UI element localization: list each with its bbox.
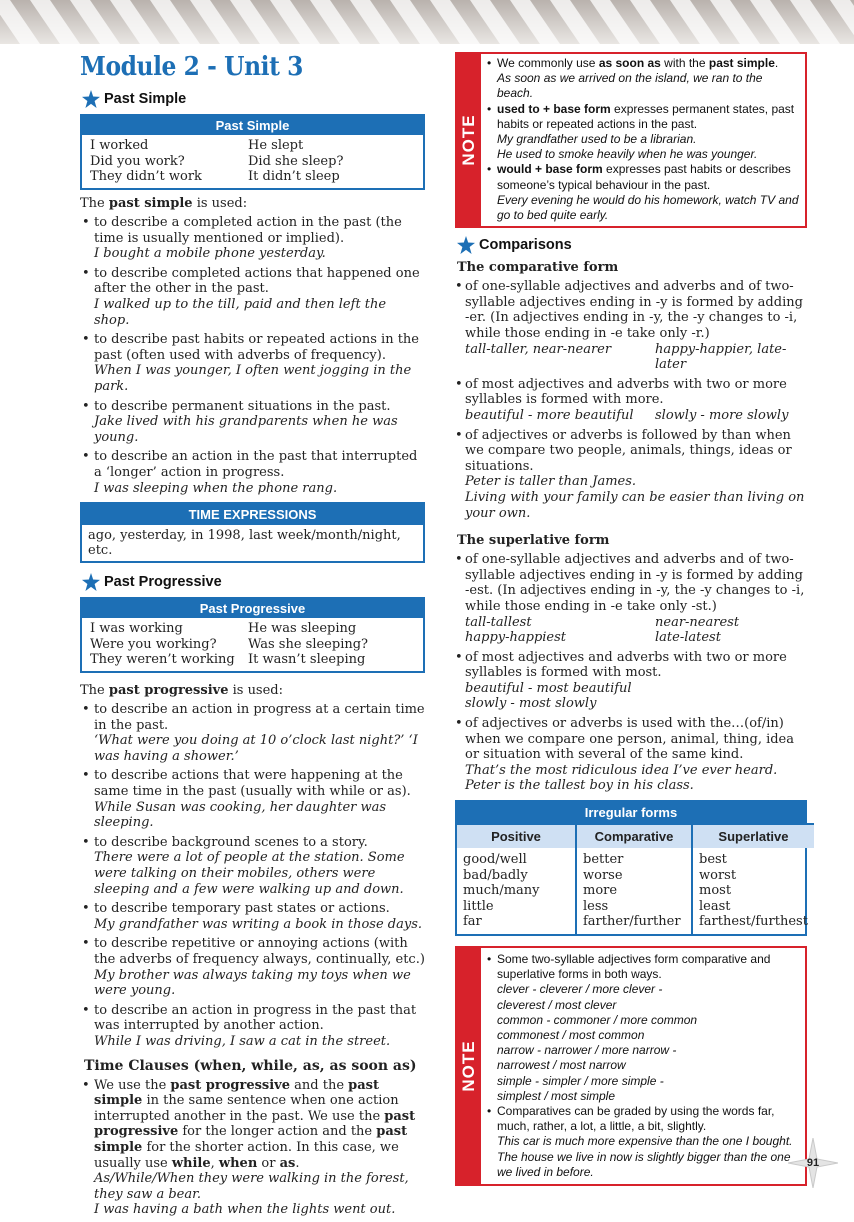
list-item: • of most adjectives and adverbs with two or more syllables is formed with most. beautiful - most beautiful slowly - most slowly bbox=[455, 650, 807, 712]
past-simple-table bbox=[80, 114, 425, 190]
list-item: • to describe actions that were happening at the same time in the past (usually with while or as). While Susan was cooking, her daughter was sleeping. bbox=[80, 768, 425, 830]
section-title: Past Progressive bbox=[104, 574, 222, 591]
list-item: • to describe temporary past states or actions. My grandfather was writing a book in those days. bbox=[80, 901, 425, 932]
star-icon bbox=[457, 236, 475, 254]
section-title: Comparisons bbox=[479, 237, 572, 254]
table-cell: It didn’t sleep bbox=[248, 169, 340, 184]
list-item: • to describe an action in the past that interrupted a ‘longer’ action in progress. I was sleeping when the phone rang. bbox=[80, 449, 425, 496]
table-cell: I worked bbox=[90, 138, 149, 153]
time-expressions-text: ago, yesterday, in 1998, last week/month/night, etc. bbox=[88, 528, 401, 559]
note-bullet: • Some two-syllable adjectives form comparative and superlative forms in both ways. bbox=[487, 952, 801, 982]
time-expressions-box bbox=[80, 502, 425, 563]
page-title: Module 2 - Unit 3 bbox=[80, 52, 304, 82]
table-header: Irregular forms bbox=[457, 802, 805, 823]
note-example: simplest / most simple bbox=[497, 1088, 616, 1103]
note-example: This car is much more expensive than the one I bought. bbox=[497, 1134, 793, 1149]
note-example: narrow - narrower / more narrow - bbox=[497, 1043, 677, 1058]
note-example: cleverest / most clever bbox=[497, 997, 617, 1012]
table-cell: They didn’t work bbox=[90, 169, 202, 184]
right-column bbox=[455, 52, 807, 1192]
note-example: The house we live in now is slightly bigger than the one we lived in before. bbox=[497, 1149, 791, 1179]
star-icon bbox=[82, 573, 100, 591]
list-item: • of adjectives or adverbs is followed by than when we compare two people, animals, things, ideas or situations. Peter is taller than James. Living with your family can be easier than living on your own. bbox=[455, 428, 807, 522]
list-item: • to describe repetitive or annoying actions (with the adverbs of frequency always, continually, etc.) My brother was always taking my toys when we were young. bbox=[80, 936, 425, 998]
note-example: commonest / most common bbox=[497, 1028, 645, 1043]
note-label: NOTE bbox=[457, 54, 481, 226]
past-progressive-table bbox=[80, 597, 425, 673]
note-box-2 bbox=[455, 946, 807, 1186]
table-cell: They weren’t working bbox=[90, 652, 235, 668]
table-cell: Did you work? bbox=[90, 153, 185, 169]
list-item: • to describe permanent situations in the past. Jake lived with his grandparents when he was young. bbox=[80, 399, 425, 446]
table-cell: Were you working? bbox=[90, 636, 217, 652]
left-column bbox=[80, 52, 425, 1222]
list-item: • of one-syllable adjectives and adverbs and of two-syllable adjectives ending in -y is formed by adding -er. (In adjectives ending in -y, the -y changes to -i, while those ending in -e take only -r.) tall-taller, near-nearer happy-happier, late-later bbox=[455, 279, 807, 373]
column-header: Comparative bbox=[575, 823, 691, 848]
table-cell: He was sleeping bbox=[248, 621, 357, 637]
section-heading-comparisons bbox=[457, 236, 807, 254]
list-item: • of one-syllable adjectives and adverbs and of two-syllable adjectives ending in -y is formed by adding -est. (In adjectives ending in -y, the -y changes to -i, while those ending in -e take only -st.) tall-tallest near-nearest happy-happiest late-latest bbox=[455, 552, 807, 646]
page-number: 91 bbox=[806, 1157, 820, 1169]
list-item: • to describe past habits or repeated actions in the past (often used with adverbs of frequency). When I was younger, I often went jogging in the park. bbox=[80, 332, 425, 394]
section-title: Past Simple bbox=[104, 91, 187, 107]
time-clauses-list bbox=[80, 1078, 425, 1218]
table-header: Past Progressive bbox=[82, 599, 423, 618]
section-heading-past-progressive bbox=[82, 573, 425, 591]
comparative-column: better worse more less farther/further bbox=[575, 848, 691, 934]
column-header: Positive bbox=[457, 823, 575, 848]
comparative-list bbox=[455, 279, 807, 521]
time-clauses-heading: Time Clauses (when, while, as, as soon as) bbox=[84, 1057, 417, 1074]
note-example: As soon as we arrived on the island, we ran to the beach. bbox=[497, 71, 763, 101]
superlative-heading: The superlative form bbox=[457, 533, 610, 549]
irregular-forms-table bbox=[455, 800, 807, 936]
table-cell: I was working bbox=[90, 621, 183, 637]
list-item: • We use the past progressive and the past simple in the same sentence when one action interrupted another in the past. We use the past progressive for the longer action and the past simple for the shorter action. In this case, we usually use while, when or as. As/While/When they were walking in the forest, they saw a bear. I was having a bath when the lights went out. bbox=[80, 1078, 425, 1218]
note-bullet: • would + base form expresses past habits or describes someone’s typical behaviour in the past. bbox=[487, 162, 801, 192]
note-bullet: • We commonly use as soon as with the past simple. bbox=[487, 56, 801, 71]
table-cell: It wasn’t sleeping bbox=[248, 652, 366, 668]
column-header: Superlative bbox=[691, 823, 814, 848]
section-heading-past-simple bbox=[82, 90, 425, 108]
past-progressive-uses bbox=[80, 702, 425, 1049]
note-example: He used to smoke heavily when he was younger. bbox=[497, 147, 758, 162]
note-example: clever - cleverer / more clever - bbox=[497, 982, 663, 997]
note-example: common - commoner / more common bbox=[497, 1012, 698, 1027]
star-icon bbox=[82, 90, 100, 108]
time-expressions-header: TIME EXPRESSIONS bbox=[82, 504, 423, 525]
decorative-top-band bbox=[0, 0, 854, 44]
note-example: My grandfather used to be a librarian. bbox=[497, 132, 697, 147]
note-example: narrowest / most narrow bbox=[497, 1058, 626, 1073]
list-item: • to describe an action in progress at a certain time in the past. ‘What were you doing at 10 o’clock last night?’ ‘I was having a shower.’ bbox=[80, 702, 425, 764]
list-item: • to describe completed actions that happened one after the other in the past. I walked up to the till, paid and then left the shop. bbox=[80, 266, 425, 328]
past-simple-uses bbox=[80, 215, 425, 496]
table-cell: He slept bbox=[248, 138, 304, 153]
list-item: • of most adjectives and adverbs with two or more syllables is formed with more. beautiful - more beautiful slowly - more slowly bbox=[455, 377, 807, 424]
past-progressive-intro: The past progressive is used: bbox=[80, 682, 284, 698]
comparative-heading: The comparative form bbox=[457, 260, 619, 276]
note-bullet: • used to + base form expresses permanent states, past habits or repeated actions in the past. bbox=[487, 102, 801, 132]
table-cell: Was she sleeping? bbox=[248, 636, 369, 652]
table-header: Past Simple bbox=[82, 116, 423, 135]
list-item: • to describe a completed action in the past (the time is usually mentioned or implied). I bought a mobile phone yesterday. bbox=[80, 215, 425, 262]
past-simple-intro: The past simple is used: bbox=[80, 195, 248, 211]
table-cell: Did she sleep? bbox=[248, 153, 344, 169]
list-item: • to describe an action in progress in the past that was interrupted by another action. While I was driving, I saw a cat in the street. bbox=[80, 1003, 425, 1050]
list-item: • of adjectives or adverbs is used with the…(of/in) when we compare one person, animal, thing, idea or situation with several of the same kind. That’s the most ridiculous idea I’ve ever heard. Peter is the tallest boy in his class. bbox=[455, 716, 807, 794]
note-box-1 bbox=[455, 52, 807, 228]
note-label: NOTE bbox=[457, 948, 481, 1184]
note-example: Every evening he would do his homework, watch TV and go to bed quite early. bbox=[497, 192, 799, 223]
superlative-list bbox=[455, 552, 807, 794]
note-example: simple - simpler / more simple - bbox=[497, 1073, 664, 1088]
list-item: • to describe background scenes to a story. There were a lot of people at the station. Some were talking on their mobiles, others were sleeping and a few were walking up and down. bbox=[80, 835, 425, 897]
positive-column: good/well bad/badly much/many little far bbox=[463, 852, 540, 930]
note-bullet: • Comparatives can be graded by using the words far, much, rather, a lot, a little, a bit, slightly. bbox=[487, 1104, 801, 1134]
superlative-column: best worst most least farthest/furthest bbox=[691, 848, 814, 934]
